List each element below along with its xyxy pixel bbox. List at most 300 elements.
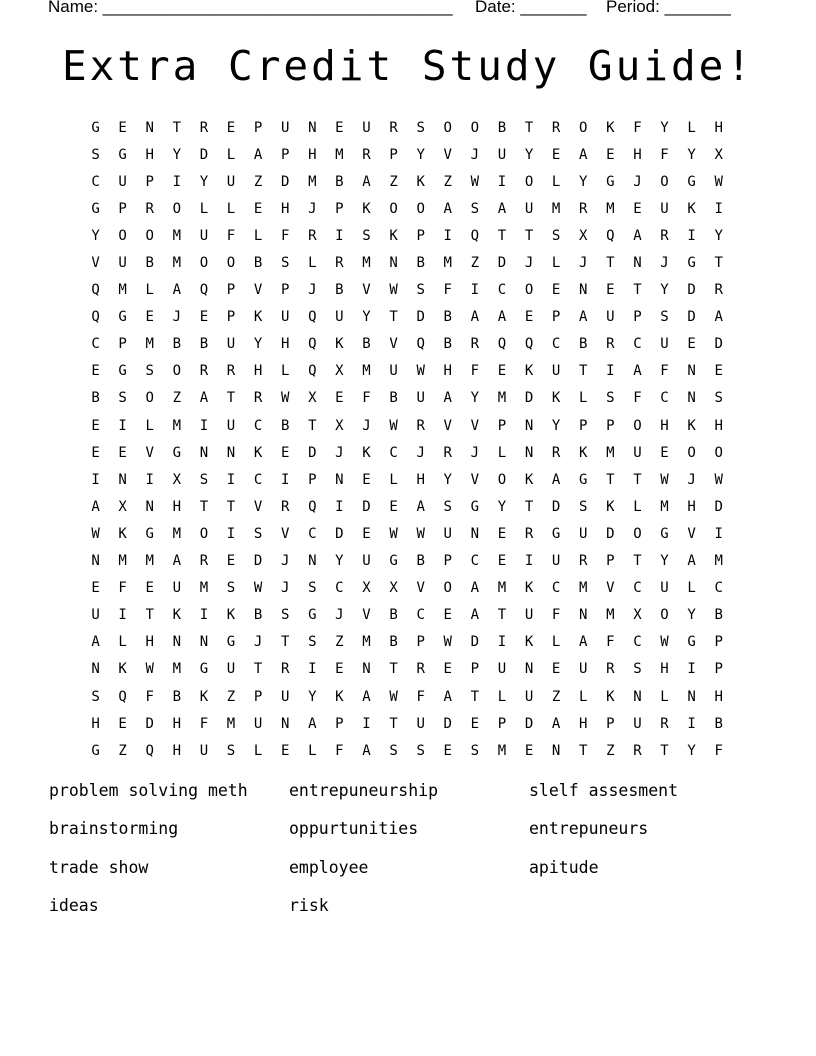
grid-letter[interactable]: S — [226, 742, 236, 759]
grid-letter[interactable]: U — [524, 200, 534, 217]
grid-letter[interactable]: N — [687, 688, 696, 705]
grid-letter[interactable]: O — [226, 255, 236, 272]
grid-letter[interactable]: O — [633, 417, 642, 434]
grid-letter[interactable]: A — [579, 309, 588, 326]
grid-letter[interactable]: N — [389, 255, 398, 272]
grid-letter[interactable]: L — [280, 363, 290, 380]
grid-letter[interactable]: O — [118, 227, 127, 244]
grid-letter[interactable]: W — [389, 688, 398, 705]
grid-letter[interactable]: R — [660, 227, 669, 244]
grid-letter[interactable]: I — [118, 417, 127, 434]
grid-letter[interactable]: D — [551, 498, 561, 515]
grid-letter[interactable]: O — [389, 200, 398, 217]
grid-letter[interactable]: T — [524, 227, 534, 244]
grid-letter[interactable]: G — [118, 309, 127, 326]
grid-letter[interactable]: L — [145, 282, 154, 299]
grid-letter[interactable]: W — [91, 525, 100, 542]
grid-letter[interactable]: V — [91, 255, 100, 272]
grid-letter[interactable]: T — [226, 390, 236, 407]
grid-letter[interactable]: B — [199, 336, 209, 353]
grid-letter[interactable]: J — [308, 282, 317, 299]
grid-letter[interactable]: S — [714, 390, 723, 407]
grid-letter[interactable]: E — [389, 498, 398, 515]
grid-letter[interactable]: P — [308, 471, 317, 488]
grid-letter[interactable]: J — [280, 580, 290, 597]
grid-letter[interactable]: X — [308, 390, 317, 407]
grid-letter[interactable]: T — [280, 634, 290, 651]
grid-letter[interactable]: S — [199, 471, 209, 488]
grid-letter[interactable]: P — [497, 715, 507, 732]
grid-letter[interactable]: B — [362, 336, 371, 353]
grid-letter[interactable]: T — [253, 661, 263, 678]
grid-letter[interactable]: M — [579, 580, 588, 597]
grid-letter[interactable]: J — [687, 471, 696, 488]
grid-letter[interactable]: J — [470, 146, 480, 163]
grid-letter[interactable]: S — [660, 309, 669, 326]
grid-letter[interactable]: T — [497, 607, 507, 624]
grid-letter[interactable]: E — [199, 309, 209, 326]
grid-letter[interactable]: Y — [308, 688, 317, 705]
grid-letter[interactable]: V — [253, 498, 263, 515]
grid-letter[interactable]: K — [524, 471, 534, 488]
grid-letter[interactable]: D — [145, 715, 154, 732]
grid-letter[interactable]: Q — [145, 742, 154, 759]
grid-letter[interactable]: Z — [389, 173, 398, 190]
grid-letter[interactable]: G — [660, 525, 669, 542]
grid-letter[interactable]: T — [606, 255, 615, 272]
grid-letter[interactable]: W — [253, 580, 263, 597]
grid-letter[interactable]: C — [416, 607, 425, 624]
grid-letter[interactable]: O — [443, 580, 452, 597]
grid-letter[interactable]: W — [660, 471, 669, 488]
grid-letter[interactable]: U — [118, 173, 127, 190]
grid-letter[interactable]: D — [199, 146, 209, 163]
grid-letter[interactable]: J — [280, 553, 290, 570]
grid-letter[interactable]: W — [416, 525, 425, 542]
grid-letter[interactable]: O — [524, 173, 534, 190]
grid-letter[interactable]: U — [389, 363, 398, 380]
grid-letter[interactable]: X — [335, 363, 344, 380]
grid-letter[interactable]: R — [389, 119, 398, 136]
grid-letter[interactable]: X — [389, 580, 398, 597]
grid-letter[interactable]: S — [362, 227, 371, 244]
grid-letter[interactable]: Z — [443, 173, 452, 190]
grid-letter[interactable]: E — [660, 444, 669, 461]
grid-letter[interactable]: E — [335, 119, 344, 136]
grid-letter[interactable]: R — [416, 661, 425, 678]
grid-letter[interactable]: R — [199, 553, 209, 570]
grid-letter[interactable]: C — [660, 390, 669, 407]
grid-letter[interactable]: A — [362, 742, 371, 759]
grid-letter[interactable]: I — [524, 553, 534, 570]
grid-letter[interactable]: S — [91, 688, 100, 705]
grid-letter[interactable]: U — [199, 742, 209, 759]
grid-letter[interactable]: J — [470, 444, 480, 461]
grid-letter[interactable]: T — [524, 119, 534, 136]
grid-letter[interactable]: W — [416, 363, 425, 380]
grid-letter[interactable]: V — [362, 607, 371, 624]
grid-letter[interactable]: G — [606, 173, 615, 190]
grid-letter[interactable]: U — [633, 715, 642, 732]
grid-letter[interactable]: I — [362, 715, 371, 732]
grid-letter[interactable]: P — [226, 309, 236, 326]
grid-letter[interactable]: I — [199, 417, 209, 434]
grid-letter[interactable]: Y — [660, 119, 669, 136]
grid-letter[interactable]: M — [172, 255, 182, 272]
grid-letter[interactable]: G — [687, 255, 696, 272]
grid-letter[interactable]: F — [470, 363, 480, 380]
grid-letter[interactable]: Y — [470, 390, 480, 407]
grid-letter[interactable]: R — [524, 525, 534, 542]
grid-letter[interactable]: A — [551, 715, 561, 732]
grid-letter[interactable]: O — [199, 255, 209, 272]
grid-letter[interactable]: B — [714, 715, 723, 732]
grid-letter[interactable]: M — [551, 200, 561, 217]
grid-letter[interactable]: S — [606, 390, 615, 407]
grid-letter[interactable]: M — [660, 498, 669, 515]
grid-letter[interactable]: C — [633, 336, 642, 353]
grid-letter[interactable]: S — [145, 363, 154, 380]
grid-letter[interactable]: E — [524, 742, 534, 759]
grid-letter[interactable]: J — [308, 200, 317, 217]
grid-letter[interactable]: U — [551, 363, 561, 380]
grid-letter[interactable]: D — [687, 282, 696, 299]
grid-letter[interactable]: M — [606, 200, 615, 217]
grid-letter[interactable]: Q — [524, 336, 534, 353]
grid-letter[interactable]: P — [253, 119, 263, 136]
grid-letter[interactable]: P — [497, 417, 507, 434]
grid-letter[interactable]: A — [362, 688, 371, 705]
grid-letter[interactable]: M — [172, 417, 182, 434]
grid-letter[interactable]: R — [606, 661, 615, 678]
grid-letter[interactable]: L — [551, 634, 561, 651]
grid-letter[interactable]: N — [91, 661, 100, 678]
grid-letter[interactable]: A — [172, 553, 182, 570]
grid-letter[interactable]: E — [497, 363, 507, 380]
grid-letter[interactable]: U — [497, 146, 507, 163]
grid-letter[interactable]: L — [687, 119, 696, 136]
grid-letter[interactable]: Y — [524, 146, 534, 163]
grid-letter[interactable]: A — [470, 607, 480, 624]
grid-letter[interactable]: N — [308, 553, 317, 570]
grid-letter[interactable]: E — [118, 444, 127, 461]
grid-letter[interactable]: T — [579, 742, 588, 759]
grid-letter[interactable]: F — [118, 580, 127, 597]
grid-letter[interactable]: T — [389, 661, 398, 678]
grid-letter[interactable]: G — [687, 173, 696, 190]
grid-letter[interactable]: E — [362, 471, 371, 488]
grid-letter[interactable]: U — [497, 661, 507, 678]
grid-letter[interactable]: W — [660, 634, 669, 651]
grid-letter[interactable]: O — [579, 119, 588, 136]
grid-letter[interactable]: D — [524, 390, 534, 407]
grid-letter[interactable]: U — [280, 688, 290, 705]
grid-letter[interactable]: A — [551, 471, 561, 488]
grid-letter[interactable]: K — [118, 525, 127, 542]
grid-letter[interactable]: M — [118, 553, 127, 570]
grid-letter[interactable]: K — [118, 661, 127, 678]
grid-letter[interactable]: K — [524, 363, 534, 380]
grid-letter[interactable]: I — [91, 471, 100, 488]
grid-letter[interactable]: T — [389, 715, 398, 732]
grid-letter[interactable]: M — [226, 715, 236, 732]
grid-letter[interactable]: Z — [606, 742, 615, 759]
grid-letter[interactable]: L — [633, 498, 642, 515]
grid-letter[interactable]: N — [308, 119, 317, 136]
grid-letter[interactable]: L — [253, 742, 263, 759]
grid-letter[interactable]: I — [687, 715, 696, 732]
grid-letter[interactable]: W — [443, 634, 452, 651]
grid-letter[interactable]: T — [172, 119, 182, 136]
grid-letter[interactable]: T — [579, 363, 588, 380]
grid-letter[interactable]: O — [687, 444, 696, 461]
grid-letter[interactable]: Z — [335, 634, 344, 651]
grid-letter[interactable]: J — [335, 607, 344, 624]
grid-letter[interactable]: N — [470, 525, 480, 542]
grid-letter[interactable]: U — [524, 688, 534, 705]
grid-letter[interactable]: U — [416, 390, 425, 407]
grid-letter[interactable]: X — [714, 146, 723, 163]
grid-letter[interactable]: N — [579, 282, 588, 299]
grid-letter[interactable]: R — [280, 661, 290, 678]
grid-letter[interactable]: J — [335, 444, 344, 461]
grid-letter[interactable]: N — [524, 661, 534, 678]
grid-letter[interactable]: T — [633, 282, 642, 299]
grid-letter[interactable]: V — [362, 282, 371, 299]
grid-letter[interactable]: Y — [660, 553, 669, 570]
grid-letter[interactable]: A — [362, 173, 371, 190]
grid-letter[interactable]: J — [660, 255, 669, 272]
grid-letter[interactable]: H — [172, 498, 182, 515]
grid-letter[interactable]: U — [226, 173, 236, 190]
grid-letter[interactable]: O — [416, 200, 425, 217]
grid-letter[interactable]: E — [551, 282, 561, 299]
grid-letter[interactable]: P — [633, 309, 642, 326]
grid-letter[interactable]: C — [253, 471, 263, 488]
grid-letter[interactable]: L — [253, 227, 263, 244]
grid-letter[interactable]: U — [226, 417, 236, 434]
grid-letter[interactable]: V — [443, 146, 452, 163]
grid-letter[interactable]: B — [145, 255, 154, 272]
grid-letter[interactable]: E — [145, 309, 154, 326]
grid-letter[interactable]: R — [199, 119, 209, 136]
grid-letter[interactable]: U — [226, 336, 236, 353]
grid-letter[interactable]: P — [226, 282, 236, 299]
grid-letter[interactable]: R — [416, 417, 425, 434]
grid-letter[interactable]: R — [579, 200, 588, 217]
grid-letter[interactable]: U — [660, 580, 669, 597]
grid-letter[interactable]: E — [280, 444, 290, 461]
grid-letter[interactable]: F — [280, 227, 290, 244]
grid-letter[interactable]: E — [606, 146, 615, 163]
grid-letter[interactable]: G — [308, 607, 317, 624]
grid-letter[interactable]: P — [579, 417, 588, 434]
grid-letter[interactable]: Q — [308, 336, 317, 353]
grid-letter[interactable]: K — [416, 173, 425, 190]
period-field-label[interactable]: Period: _______ — [606, 0, 731, 16]
grid-letter[interactable]: K — [335, 336, 344, 353]
grid-letter[interactable]: D — [280, 173, 290, 190]
grid-letter[interactable]: N — [524, 417, 534, 434]
grid-letter[interactable]: I — [335, 498, 344, 515]
grid-letter[interactable]: D — [308, 444, 317, 461]
grid-letter[interactable]: C — [497, 282, 507, 299]
grid-letter[interactable]: C — [91, 173, 100, 190]
grid-letter[interactable]: W — [714, 173, 723, 190]
grid-letter[interactable]: G — [145, 525, 154, 542]
grid-letter[interactable]: L — [145, 417, 154, 434]
grid-letter[interactable]: O — [145, 227, 154, 244]
grid-letter[interactable]: U — [253, 715, 263, 732]
grid-letter[interactable]: J — [253, 634, 263, 651]
grid-letter[interactable]: Q — [308, 309, 317, 326]
grid-letter[interactable]: V — [280, 525, 290, 542]
grid-letter[interactable]: N — [633, 255, 642, 272]
grid-letter[interactable]: B — [714, 607, 723, 624]
grid-letter[interactable]: G — [687, 634, 696, 651]
grid-letter[interactable]: U — [633, 444, 642, 461]
grid-letter[interactable]: Q — [606, 227, 615, 244]
grid-letter[interactable]: A — [470, 309, 480, 326]
grid-letter[interactable]: K — [524, 580, 534, 597]
grid-letter[interactable]: I — [226, 471, 236, 488]
grid-letter[interactable]: S — [579, 498, 588, 515]
grid-letter[interactable]: E — [551, 146, 561, 163]
grid-letter[interactable]: H — [145, 634, 154, 651]
grid-letter[interactable]: C — [551, 336, 561, 353]
grid-letter[interactable]: S — [470, 200, 480, 217]
grid-letter[interactable]: E — [524, 309, 534, 326]
grid-letter[interactable]: N — [362, 661, 371, 678]
grid-letter[interactable]: U — [172, 580, 182, 597]
grid-letter[interactable]: A — [172, 282, 182, 299]
grid-letter[interactable]: S — [280, 607, 290, 624]
grid-letter[interactable]: X — [579, 227, 588, 244]
grid-letter[interactable]: D — [416, 309, 425, 326]
grid-letter[interactable]: Y — [551, 417, 561, 434]
grid-letter[interactable]: O — [524, 282, 534, 299]
grid-letter[interactable]: A — [443, 200, 452, 217]
grid-letter[interactable]: B — [416, 255, 425, 272]
grid-letter[interactable]: L — [497, 688, 507, 705]
grid-letter[interactable]: E — [253, 200, 263, 217]
grid-letter[interactable]: I — [172, 173, 182, 190]
grid-letter[interactable]: C — [308, 525, 317, 542]
grid-letter[interactable]: I — [118, 607, 127, 624]
grid-letter[interactable]: E — [687, 336, 696, 353]
grid-letter[interactable]: T — [714, 255, 723, 272]
grid-letter[interactable]: Y — [91, 227, 100, 244]
grid-letter[interactable]: N — [145, 498, 154, 515]
grid-letter[interactable]: H — [443, 363, 452, 380]
grid-letter[interactable]: J — [524, 255, 534, 272]
grid-letter[interactable]: H — [714, 119, 723, 136]
grid-letter[interactable]: S — [280, 255, 290, 272]
grid-letter[interactable]: R — [551, 119, 561, 136]
grid-letter[interactable]: G — [91, 742, 100, 759]
grid-letter[interactable]: C — [253, 417, 263, 434]
grid-letter[interactable]: K — [253, 309, 263, 326]
grid-letter[interactable]: O — [172, 363, 182, 380]
grid-letter[interactable]: Y — [416, 146, 425, 163]
grid-letter[interactable]: E — [606, 282, 615, 299]
grid-letter[interactable]: R — [253, 390, 263, 407]
grid-letter[interactable]: P — [253, 688, 263, 705]
grid-letter[interactable]: E — [470, 715, 480, 732]
grid-letter[interactable]: E — [714, 363, 723, 380]
grid-letter[interactable]: U — [416, 715, 425, 732]
grid-letter[interactable]: O — [145, 390, 154, 407]
grid-letter[interactable]: N — [199, 634, 209, 651]
grid-letter[interactable]: O — [660, 173, 669, 190]
grid-letter[interactable]: C — [470, 553, 480, 570]
grid-letter[interactable]: K — [551, 390, 561, 407]
grid-letter[interactable]: D — [470, 634, 480, 651]
grid-letter[interactable]: K — [226, 607, 236, 624]
grid-letter[interactable]: S — [308, 634, 317, 651]
grid-letter[interactable]: A — [579, 146, 588, 163]
grid-letter[interactable]: B — [335, 282, 344, 299]
grid-letter[interactable]: G — [172, 444, 182, 461]
grid-letter[interactable]: P — [606, 715, 615, 732]
grid-letter[interactable]: K — [389, 227, 398, 244]
grid-letter[interactable]: N — [172, 634, 182, 651]
grid-letter[interactable]: P — [280, 146, 290, 163]
grid-letter[interactable]: A — [308, 715, 317, 732]
grid-letter[interactable]: N — [524, 444, 534, 461]
grid-letter[interactable]: L — [579, 390, 588, 407]
grid-letter[interactable]: U — [579, 525, 588, 542]
grid-letter[interactable]: P — [606, 417, 615, 434]
grid-letter[interactable]: S — [226, 580, 236, 597]
grid-letter[interactable]: L — [199, 200, 209, 217]
grid-letter[interactable]: S — [470, 742, 480, 759]
grid-letter[interactable]: B — [335, 173, 344, 190]
grid-letter[interactable]: I — [687, 227, 696, 244]
grid-letter[interactable]: Q — [416, 336, 425, 353]
grid-letter[interactable]: U — [524, 607, 534, 624]
grid-letter[interactable]: J — [172, 309, 182, 326]
grid-letter[interactable]: A — [633, 363, 642, 380]
grid-letter[interactable]: Y — [172, 146, 182, 163]
grid-letter[interactable]: S — [118, 390, 127, 407]
grid-letter[interactable]: F — [606, 634, 615, 651]
grid-letter[interactable]: A — [633, 227, 642, 244]
grid-letter[interactable]: A — [91, 634, 100, 651]
grid-letter[interactable]: E — [443, 607, 452, 624]
grid-letter[interactable]: M — [199, 580, 209, 597]
grid-letter[interactable]: W — [389, 282, 398, 299]
grid-letter[interactable]: I — [145, 471, 154, 488]
grid-letter[interactable]: R — [199, 363, 209, 380]
grid-letter[interactable]: D — [687, 309, 696, 326]
grid-letter[interactable]: Y — [199, 173, 209, 190]
grid-letter[interactable]: S — [443, 498, 452, 515]
grid-letter[interactable]: K — [687, 417, 696, 434]
grid-letter[interactable]: Q — [91, 309, 100, 326]
grid-letter[interactable]: W — [280, 390, 290, 407]
grid-letter[interactable]: K — [606, 119, 615, 136]
grid-letter[interactable]: A — [497, 309, 507, 326]
grid-letter[interactable]: U — [551, 553, 561, 570]
grid-letter[interactable]: C — [389, 444, 398, 461]
grid-letter[interactable]: R — [145, 200, 154, 217]
grid-letter[interactable]: K — [172, 607, 182, 624]
grid-letter[interactable]: M — [714, 553, 723, 570]
grid-letter[interactable]: N — [551, 742, 561, 759]
grid-letter[interactable]: F — [199, 715, 209, 732]
grid-letter[interactable]: H — [91, 715, 100, 732]
